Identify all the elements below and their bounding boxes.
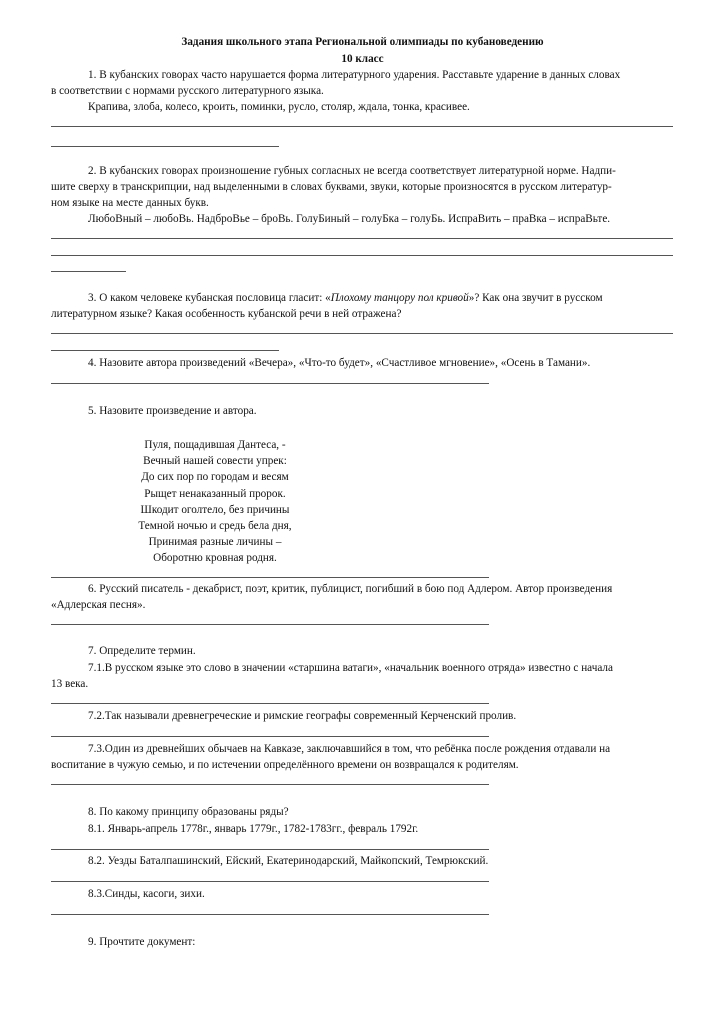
poem-line: Принимая разные личины – bbox=[148, 536, 282, 549]
q2-words: ЛюбоВный – любоВь. НадброВье – броВь. ГолуБиный – голуБка – голуБь. ИспраВить – праВка – испраВьте. bbox=[88, 213, 611, 225]
q1-answer-line-short[interactable] bbox=[51, 146, 279, 147]
q8-2-text: 8.2. Уезды Баталпашинский, Ейский, Екатеринодарский, Майкопский, Темрюкский. bbox=[88, 855, 489, 867]
poem-line: Темной ночью и средь бела дня, bbox=[138, 520, 292, 533]
poem-line: Пуля, пощадившая Дантеса, - bbox=[144, 439, 286, 451]
q8-2-answer-line[interactable] bbox=[51, 881, 489, 882]
q1-words: Крапива, злоба, колесо, кроить, поминки, русло, столяр, ждала, тонка, красивее. bbox=[88, 101, 470, 113]
q8-text: 8. По какому принципу образованы ряды? bbox=[88, 806, 289, 818]
q8-3-text: 8.3.Синды, касоги, зихи. bbox=[88, 888, 205, 900]
poem-line: До сих пор по городам и весям bbox=[141, 471, 289, 484]
q2-answer-line-short[interactable] bbox=[51, 271, 126, 272]
q8-1-answer-line[interactable] bbox=[51, 849, 489, 850]
q3-line1 bbox=[88, 292, 603, 305]
q3-answer-line-short[interactable] bbox=[51, 350, 279, 351]
q2-line3: ном языке на месте данных букв. bbox=[51, 197, 209, 209]
q3-suffix: »? Как она звучит в русском bbox=[468, 292, 603, 304]
q7-1-line1: 7.1.В русском языке это слово в значении «старшина ватаги», «начальник военного отряда» известно с начала bbox=[88, 662, 613, 674]
q7-1-line2: 13 века. bbox=[51, 678, 89, 690]
q1-answer-line[interactable] bbox=[51, 126, 673, 127]
q7-3-line2: воспитание в чужую семью, и по истечении определённого времени он возвращался к родителям. bbox=[51, 759, 519, 771]
q5-text: 5. Назовите произведение и автора. bbox=[88, 405, 257, 417]
q3-answer-line[interactable] bbox=[51, 333, 673, 334]
q5-answer-line[interactable] bbox=[51, 577, 489, 578]
q7-1-answer-line[interactable] bbox=[51, 703, 489, 704]
q2-answer-line[interactable] bbox=[51, 238, 673, 239]
q6-line2: «Адлерская песня». bbox=[51, 599, 146, 611]
q3-prefix: 3. О каком человеке кубанская пословица гласит: « bbox=[88, 292, 331, 304]
q5-poem bbox=[90, 437, 340, 567]
q4-answer-line[interactable] bbox=[51, 383, 489, 384]
q7-3-answer-line[interactable] bbox=[51, 784, 489, 785]
q7-text: 7. Определите термин. bbox=[88, 645, 196, 657]
grade-label: 10 класс bbox=[341, 53, 384, 65]
q9-text: 9. Прочтите документ: bbox=[88, 936, 196, 948]
q7-2-answer-line[interactable] bbox=[51, 736, 489, 737]
q4-text: 4. Назовите автора произведений «Вечера», «Что-то будет», «Счастливое мгновение», «Осень в Тамани». bbox=[88, 357, 591, 369]
poem-line: Вечный нашей совести упрек: bbox=[143, 455, 287, 468]
poem-line: Шкодит оголтело, без причины bbox=[140, 503, 290, 516]
q7-2-text: 7.2.Так называли древнегреческие и римские географы современный Керченский пролив. bbox=[88, 710, 517, 722]
q3-line2: литературном языке? Какая особенность кубанской речи в ней отражена? bbox=[51, 308, 402, 320]
q6-line1: 6. Русский писатель - декабрист, поэт, критик, публицист, погибший в бою под Адлером. Автор произведения bbox=[88, 583, 613, 595]
q7-3-line1: 7.3.Один из древнейших обычаев на Кавказе, заключавшийся в том, что ребёнка после рождения отдавали на bbox=[88, 743, 611, 755]
q2-line2: шите сверху в транскрипции, над выделенными в словах буквами, звуки, которые произносятся в русском литератур- bbox=[51, 181, 612, 193]
q2-line1: 2. В кубанских говорах произношение губных согласных не всегда соответствует литературной норме. Надпи- bbox=[88, 165, 616, 177]
q3-proverb: Плохому танцору пол кривой bbox=[330, 292, 469, 304]
q8-3-answer-line[interactable] bbox=[51, 914, 489, 915]
q2-answer-line[interactable] bbox=[51, 255, 673, 256]
q1-line2: в соответствии с нормами русского литературного языка. bbox=[51, 85, 324, 97]
poem-line: Рыщет ненаказанный пророк. bbox=[144, 487, 286, 500]
q1-line1: 1. В кубанских говорах часто нарушается форма литературного ударения. Расставьте ударение в данных словах bbox=[88, 69, 621, 81]
q8-1-text: 8.1. Январь-апрель 1778г., январь 1779г., 1782-1783гг., февраль 1792г. bbox=[88, 823, 419, 835]
q6-answer-line[interactable] bbox=[51, 624, 489, 625]
page-title: Задания школьного этапа Региональной олимпиады по кубановедению bbox=[181, 36, 544, 48]
poem-line: Оборотню кровная родня. bbox=[153, 552, 277, 565]
